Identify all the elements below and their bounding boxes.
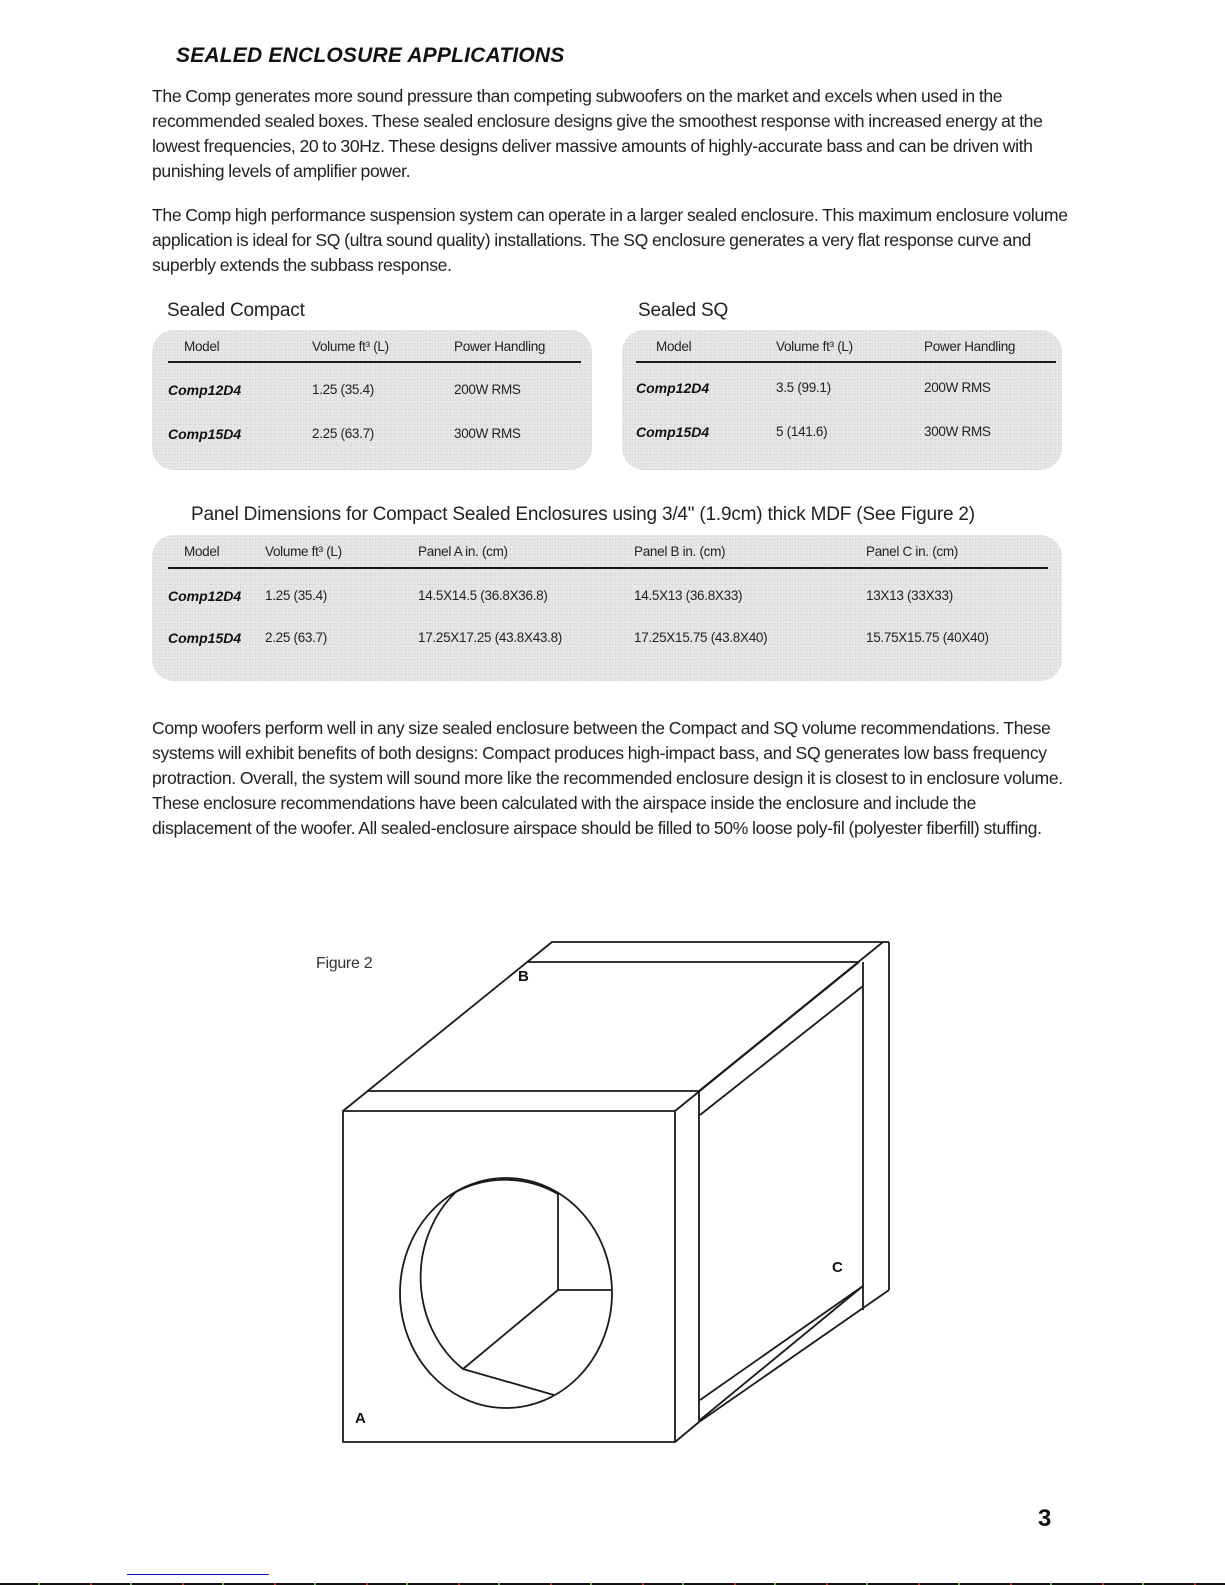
table-cell-panel-c: 15.75X15.75 (40X40) (866, 630, 989, 645)
table-cell-model: Comp12D4 (168, 588, 242, 604)
table-cell-power: 300W RMS (454, 426, 521, 441)
table-cell-model: Comp15D4 (168, 426, 242, 442)
table-cell-model: Comp12D4 (168, 382, 242, 398)
side-panel-inner-top-diagonal (700, 986, 863, 1115)
panel-b-label: B (518, 968, 529, 985)
table-cell-volume: 1.25 (35.4) (312, 382, 374, 397)
header-model: Model (656, 339, 692, 354)
figure-label: Figure 2 (316, 955, 373, 972)
page-title: SEALED ENCLOSURE APPLICATIONS (176, 44, 565, 67)
front-panel-a (343, 1111, 675, 1442)
table-cell-power: 200W RMS (924, 380, 991, 395)
panel-c-label: C (832, 1259, 843, 1276)
table-cell-volume: 1.25 (35.4) (265, 588, 327, 603)
header-model: Model (184, 339, 220, 354)
header-power: Power Handling (924, 339, 1016, 354)
link-underline (127, 1574, 269, 1575)
panel-a-label: A (355, 1410, 366, 1427)
top-panel-outer-edge (343, 942, 883, 1111)
suspension-paragraph: The Comp high performance suspension system can operate in a larger sealed enclosure. This maximum enclosure volume application is ideal for SQ (ultra sound quality) installations. The SQ enclosure generates a very flat response curve and superbly extends the subbass response. (152, 205, 1068, 275)
header-power: Power Handling (454, 339, 546, 354)
table-cell-power: 200W RMS (454, 382, 521, 397)
header-volume: Volume ft³ (L) (312, 339, 389, 354)
woofer-cutout-outer (400, 1178, 612, 1408)
sealed-sq-label: Sealed SQ (638, 300, 729, 321)
side-panel-inner-bottom-diagonal (700, 1286, 863, 1420)
header-volume: Volume ft³ (L) (265, 544, 342, 559)
header-panel-a: Panel A in. (cm) (418, 544, 508, 559)
panel-dimensions-label: Panel Dimensions for Compact Sealed Enclosures using 3/4" (1.9cm) thick MDF (See Figure 2) (191, 504, 975, 525)
header-volume: Volume ft³ (L) (776, 339, 853, 354)
top-right-inner-diagonal (675, 962, 859, 1111)
page-number: 3 (1038, 1505, 1052, 1532)
side-panel-bottom-diagonal (699, 1290, 889, 1422)
side-panel-c-bottom-edge (700, 1286, 863, 1400)
intro-paragraph: The Comp generates more sound pressure than competing subwoofers on the market and excels when used in the recommended sealed boxes. These sealed enclosure designs give the smoothest response with increased energy at the lowest frequencies, 20 to 30Hz. These designs deliver massive amounts of highly-accurate bass and can be driven with punishing levels of amplifier power. (152, 86, 1043, 181)
cutout-depth-diagonal (463, 1290, 558, 1369)
summary-paragraph: Comp woofers perform well in any size sealed enclosure between the Compact and SQ volume recommendations. These systems will exhibit benefits of both designs: Compact produces high-impact bass, and SQ generates low bass frequency protraction. Overall, the system will sound more like the recommended enclosure design it is closest to in enclosure volume. These enclosure recommendations have been calculated with the airspace inside the enclosure and include the displacement of the woofer. All sealed-enclosure airspace should be filled to 50% loose poly-fil (polyester fiberfill) stuffing. (152, 718, 1063, 838)
woofer-cutout-inner-arc (456, 1180, 558, 1194)
sealed-compact-label: Sealed Compact (167, 300, 305, 321)
table-cell-panel-b: 14.5X13 (36.8X33) (634, 588, 743, 603)
header-model: Model (184, 544, 220, 559)
table-cell-panel-b: 17.25X15.75 (43.8X40) (634, 630, 768, 645)
table-cell-model: Comp12D4 (636, 380, 710, 396)
header-panel-b: Panel B in. (cm) (634, 544, 726, 559)
side-bottom-diagonal (675, 1422, 699, 1442)
table-cell-volume: 2.25 (63.7) (265, 630, 327, 645)
header-panel-c: Panel C in. (cm) (866, 544, 958, 559)
woofer-cutout-inner (421, 1192, 554, 1395)
table-cell-volume: 3.5 (99.1) (776, 380, 831, 395)
table-cell-volume: 5 (141.6) (776, 424, 828, 439)
table-cell-model: Comp15D4 (168, 630, 242, 646)
table-cell-panel-a: 14.5X14.5 (36.8X36.8) (418, 588, 548, 603)
table-cell-panel-a: 17.25X17.25 (43.8X43.8) (418, 630, 562, 645)
table-cell-power: 300W RMS (924, 424, 991, 439)
table-cell-model: Comp15D4 (636, 424, 710, 440)
table-cell-panel-c: 13X13 (33X33) (866, 588, 953, 603)
table-cell-volume: 2.25 (63.7) (312, 426, 374, 441)
